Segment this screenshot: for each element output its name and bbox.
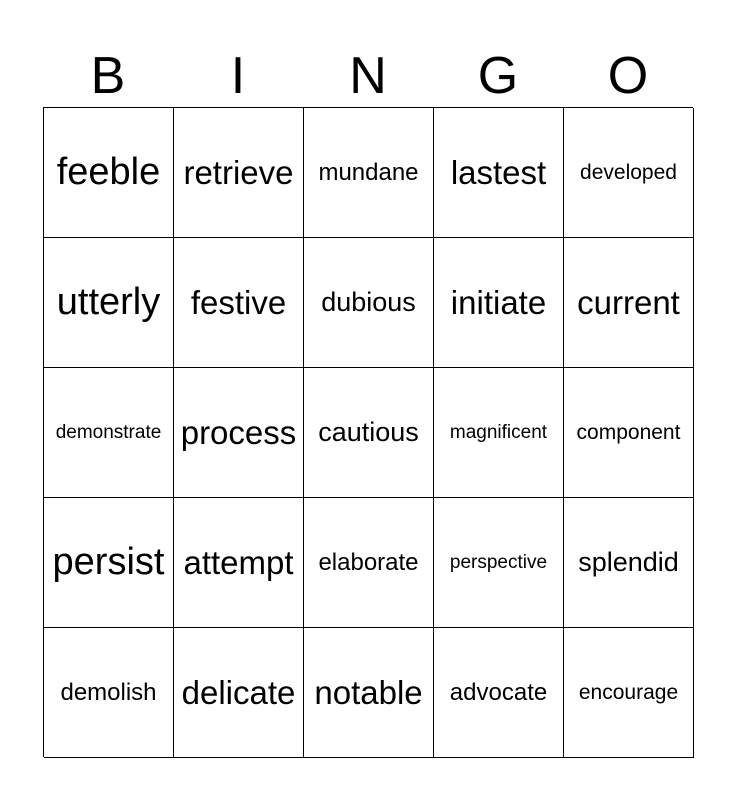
bingo-cell[interactable]: persist bbox=[44, 498, 174, 628]
bingo-cell[interactable]: process bbox=[174, 368, 304, 498]
bingo-cell[interactable]: dubious bbox=[304, 238, 434, 368]
bingo-cell[interactable]: component bbox=[564, 368, 694, 498]
bingo-cell[interactable]: attempt bbox=[174, 498, 304, 628]
bingo-cell[interactable]: magnificent bbox=[434, 368, 564, 498]
bingo-cell[interactable]: festive bbox=[174, 238, 304, 368]
bingo-cell[interactable]: developed bbox=[564, 108, 694, 238]
header-letter-g: G bbox=[477, 47, 519, 105]
bingo-cell[interactable]: encourage bbox=[564, 628, 694, 758]
bingo-cell[interactable]: splendid bbox=[564, 498, 694, 628]
bingo-cell[interactable]: retrieve bbox=[174, 108, 304, 238]
bingo-cell[interactable]: perspective bbox=[434, 498, 564, 628]
bingo-cell[interactable]: advocate bbox=[434, 628, 564, 758]
bingo-cell[interactable]: elaborate bbox=[304, 498, 434, 628]
bingo-cell[interactable]: demonstrate bbox=[44, 368, 174, 498]
bingo-cell[interactable]: notable bbox=[304, 628, 434, 758]
bingo-cell[interactable]: delicate bbox=[174, 628, 304, 758]
bingo-cell[interactable]: lastest bbox=[434, 108, 564, 238]
header-letter-n: N bbox=[349, 47, 387, 105]
bingo-cell[interactable]: initiate bbox=[434, 238, 564, 368]
bingo-cell[interactable]: cautious bbox=[304, 368, 434, 498]
header-letter-o: O bbox=[607, 47, 649, 105]
bingo-cell[interactable]: mundane bbox=[304, 108, 434, 238]
bingo-cell[interactable]: current bbox=[564, 238, 694, 368]
bingo-cell[interactable]: feeble bbox=[44, 108, 174, 238]
bingo-header bbox=[43, 44, 693, 108]
bingo-cell[interactable]: utterly bbox=[44, 238, 174, 368]
bingo-cell[interactable]: demolish bbox=[44, 628, 174, 758]
header-letter-b: B bbox=[90, 47, 126, 105]
header-letter-i: I bbox=[230, 47, 246, 105]
bingo-grid bbox=[43, 107, 693, 757]
